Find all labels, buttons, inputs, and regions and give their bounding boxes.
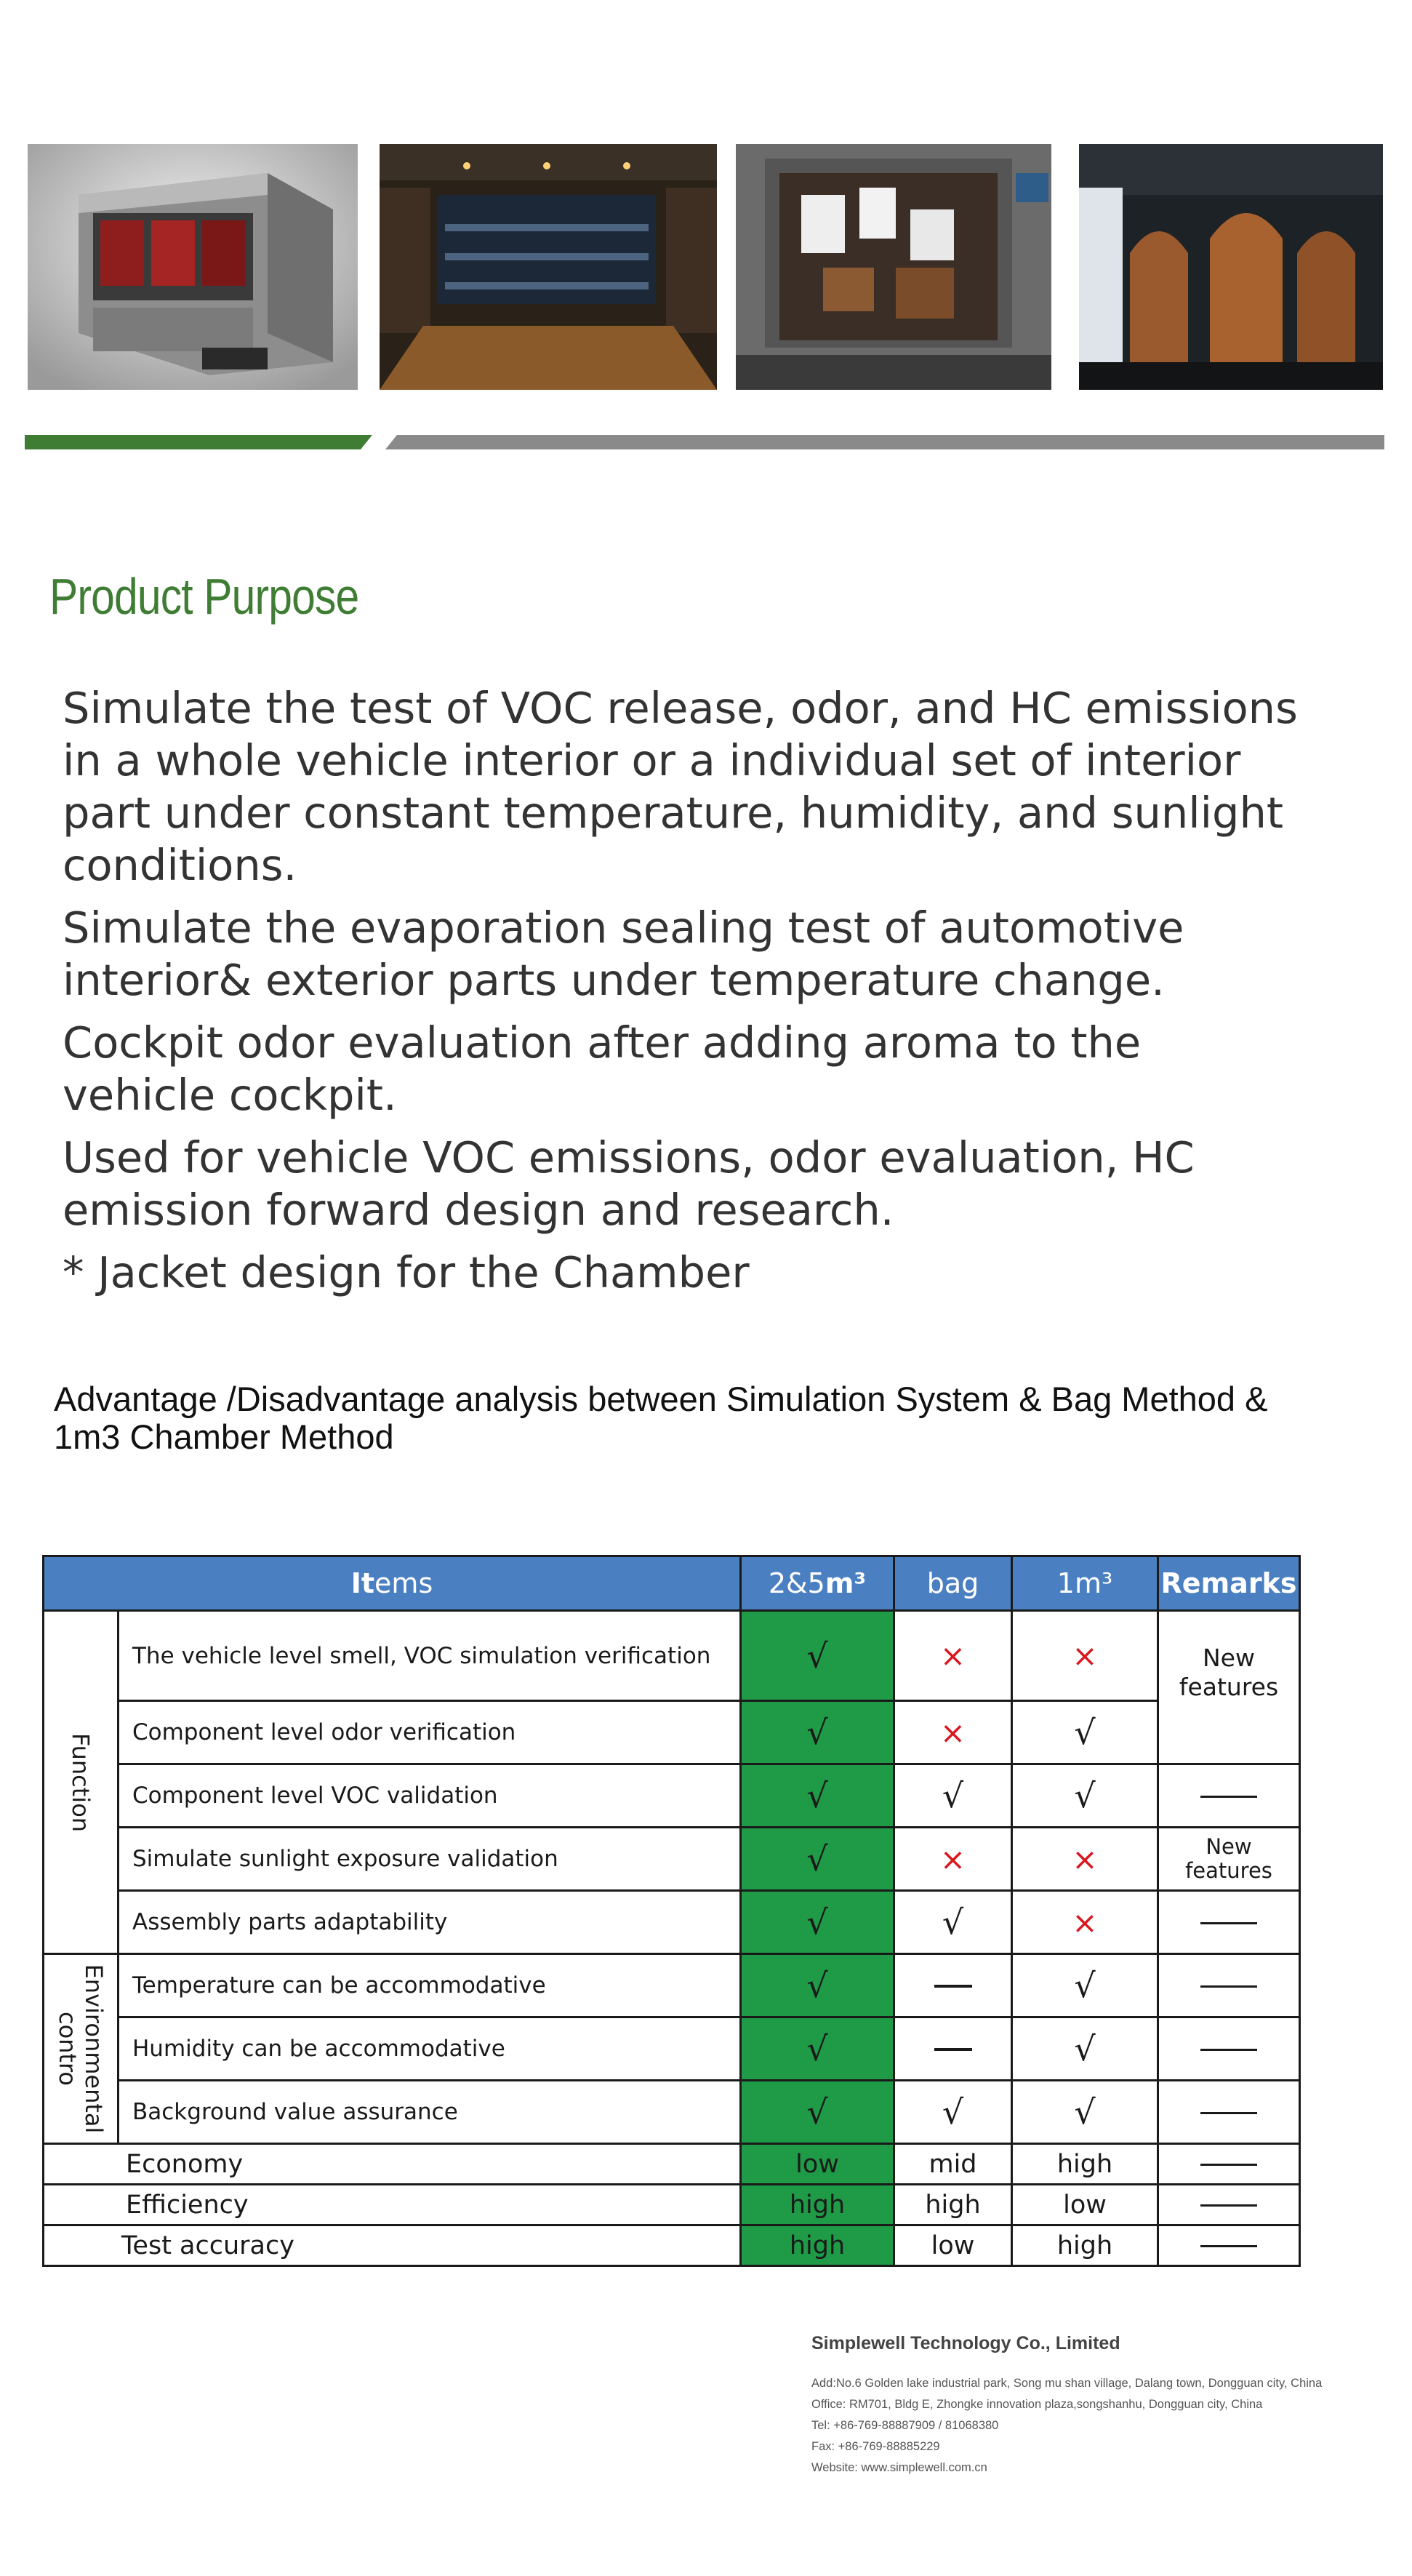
vehicle-interior-test-image	[736, 144, 1051, 390]
cell-bag: ×	[894, 1828, 1012, 1891]
table-row	[44, 1701, 1300, 1764]
environmental-group-label: Environmental contro	[44, 1954, 119, 2144]
cell-1m3: √	[1012, 1701, 1158, 1764]
cell-bag	[894, 2017, 1012, 2081]
row-label: Background value assurance	[119, 2081, 741, 2144]
company-office: Office: RM701, Bldg E, Zhongke innovation plaza,songshanhu, Dongguan city, China	[811, 2398, 1263, 2411]
column-header-2-5m3: 2&5m³	[741, 1556, 894, 1611]
cell-bag: √	[894, 1891, 1012, 1954]
table-row	[44, 1954, 1300, 2017]
summary-row	[44, 2225, 1300, 2266]
cell-1m3: high	[1012, 2225, 1158, 2266]
cell-bag: low	[894, 2225, 1012, 2266]
cell-2-5m3: √	[741, 1611, 894, 1701]
cell-bag: √	[894, 1764, 1012, 1828]
cell-2-5m3: low	[741, 2144, 894, 2185]
summary-row	[44, 2144, 1300, 2185]
cell-1m3: √	[1012, 1764, 1158, 1828]
remarks-cell: New features	[1158, 1828, 1300, 1891]
company-name: Simplewell Technology Co., Limited	[811, 2333, 1120, 2353]
remarks-cell	[1158, 1891, 1300, 1954]
remarks-cell: New features	[1158, 1611, 1300, 1764]
summary-row	[44, 2185, 1300, 2225]
comparison-table	[42, 1555, 1301, 2267]
remarks-cell	[1158, 2017, 1300, 2081]
company-tel: Tel: +86-769-88887909 / 81068380	[811, 2419, 999, 2432]
cell-2-5m3: high	[741, 2185, 894, 2225]
remarks-cell	[1158, 2081, 1300, 2144]
chamber-interior-image	[380, 144, 717, 390]
cell-bag	[894, 1954, 1012, 2017]
cell-1m3: ×	[1012, 1891, 1158, 1954]
cell-2-5m3: √	[741, 2017, 894, 2081]
row-label: Humidity can be accommodative	[119, 2017, 741, 2081]
row-label: Temperature can be accommodative	[119, 1954, 741, 2017]
purpose-item: * Jacket design for the Chamber	[63, 1247, 750, 1297]
items-header: Items	[44, 1556, 741, 1611]
cell-bag: mid	[894, 2144, 1012, 2185]
remarks-cell	[1158, 2225, 1300, 2266]
remarks-cell	[1158, 1764, 1300, 1828]
table-row	[44, 1611, 1300, 1701]
remarks-cell	[1158, 2144, 1300, 2185]
row-label: The vehicle level smell, VOC simulation verification	[119, 1611, 741, 1701]
company-fax: Fax: +86-769-88885229	[811, 2440, 940, 2453]
company-website[interactable]: Website: www.simplewell.com.cn	[811, 2461, 987, 2474]
cell-1m3: ×	[1012, 1828, 1158, 1891]
purpose-item: Cockpit odor evaluation after adding aroma to the vehicle cockpit.	[63, 1017, 1142, 1120]
cell-bag: ×	[894, 1701, 1012, 1764]
table-row	[44, 2017, 1300, 2081]
cell-2-5m3: √	[741, 1891, 894, 1954]
cell-2-5m3: √	[741, 1701, 894, 1764]
purpose-item: Simulate the test of VOC release, odor, and HC emissions in a whole vehicle interior or a individual set of interior part under constant temperature, humidity, and sunlight conditions.	[63, 683, 1298, 890]
summary-label: Test accuracy	[44, 2225, 741, 2266]
table-row	[44, 1764, 1300, 1828]
cell-1m3: ×	[1012, 1611, 1158, 1701]
purpose-list	[63, 682, 1371, 1309]
table-header-row	[44, 1556, 1300, 1611]
company-address: Add:No.6 Golden lake industrial park, Song mu shan village, Dalang town, Dongguan city, China	[811, 2377, 1323, 2390]
climate-chamber-render-image	[28, 144, 358, 390]
summary-label: Efficiency	[44, 2185, 741, 2225]
cell-1m3: high	[1012, 2144, 1158, 2185]
purpose-item: Simulate the evaporation sealing test of automotive interior& exterior parts under temperature change.	[63, 903, 1184, 1005]
cell-1m3: √	[1012, 2017, 1158, 2081]
table-row	[44, 2081, 1300, 2144]
cell-bag: ×	[894, 1611, 1012, 1701]
analysis-heading: Advantage /Disadvantage analysis between Simulation System & Bag Method & 1m3 Chamber Method	[54, 1380, 1268, 1456]
cell-2-5m3: high	[741, 2225, 894, 2266]
cell-2-5m3: √	[741, 1764, 894, 1828]
product-purpose-heading: Product Purpose	[49, 568, 359, 625]
company-info	[811, 2333, 1322, 2479]
column-header-1m3: 1m³	[1012, 1556, 1158, 1611]
table-row	[44, 1891, 1300, 1954]
cell-2-5m3: √	[741, 2081, 894, 2144]
row-label: Assembly parts adaptability	[119, 1891, 741, 1954]
column-header-remarks: Remarks	[1158, 1556, 1300, 1611]
cell-bag: high	[894, 2185, 1012, 2225]
remarks-cell	[1158, 1954, 1300, 2017]
function-group-label: Function	[44, 1611, 119, 1954]
table-row	[44, 1828, 1300, 1891]
vehicle-cabin-image	[1079, 144, 1383, 390]
summary-label: Economy	[44, 2144, 741, 2185]
remarks-cell	[1158, 2185, 1300, 2225]
column-header-bag: bag	[894, 1556, 1012, 1611]
cell-bag: √	[894, 2081, 1012, 2144]
cell-2-5m3: √	[741, 1954, 894, 2017]
cell-1m3: √	[1012, 1954, 1158, 2017]
row-label: Component level VOC validation	[119, 1764, 741, 1828]
cell-2-5m3: √	[741, 1828, 894, 1891]
cell-1m3: low	[1012, 2185, 1158, 2225]
section-divider	[25, 435, 1384, 449]
cell-1m3: √	[1012, 2081, 1158, 2144]
row-label: Simulate sunlight exposure validation	[119, 1828, 741, 1891]
row-label: Component level odor verification	[119, 1701, 741, 1764]
purpose-item: Used for vehicle VOC emissions, odor evaluation, HC emission forward design and research.	[63, 1132, 1195, 1235]
